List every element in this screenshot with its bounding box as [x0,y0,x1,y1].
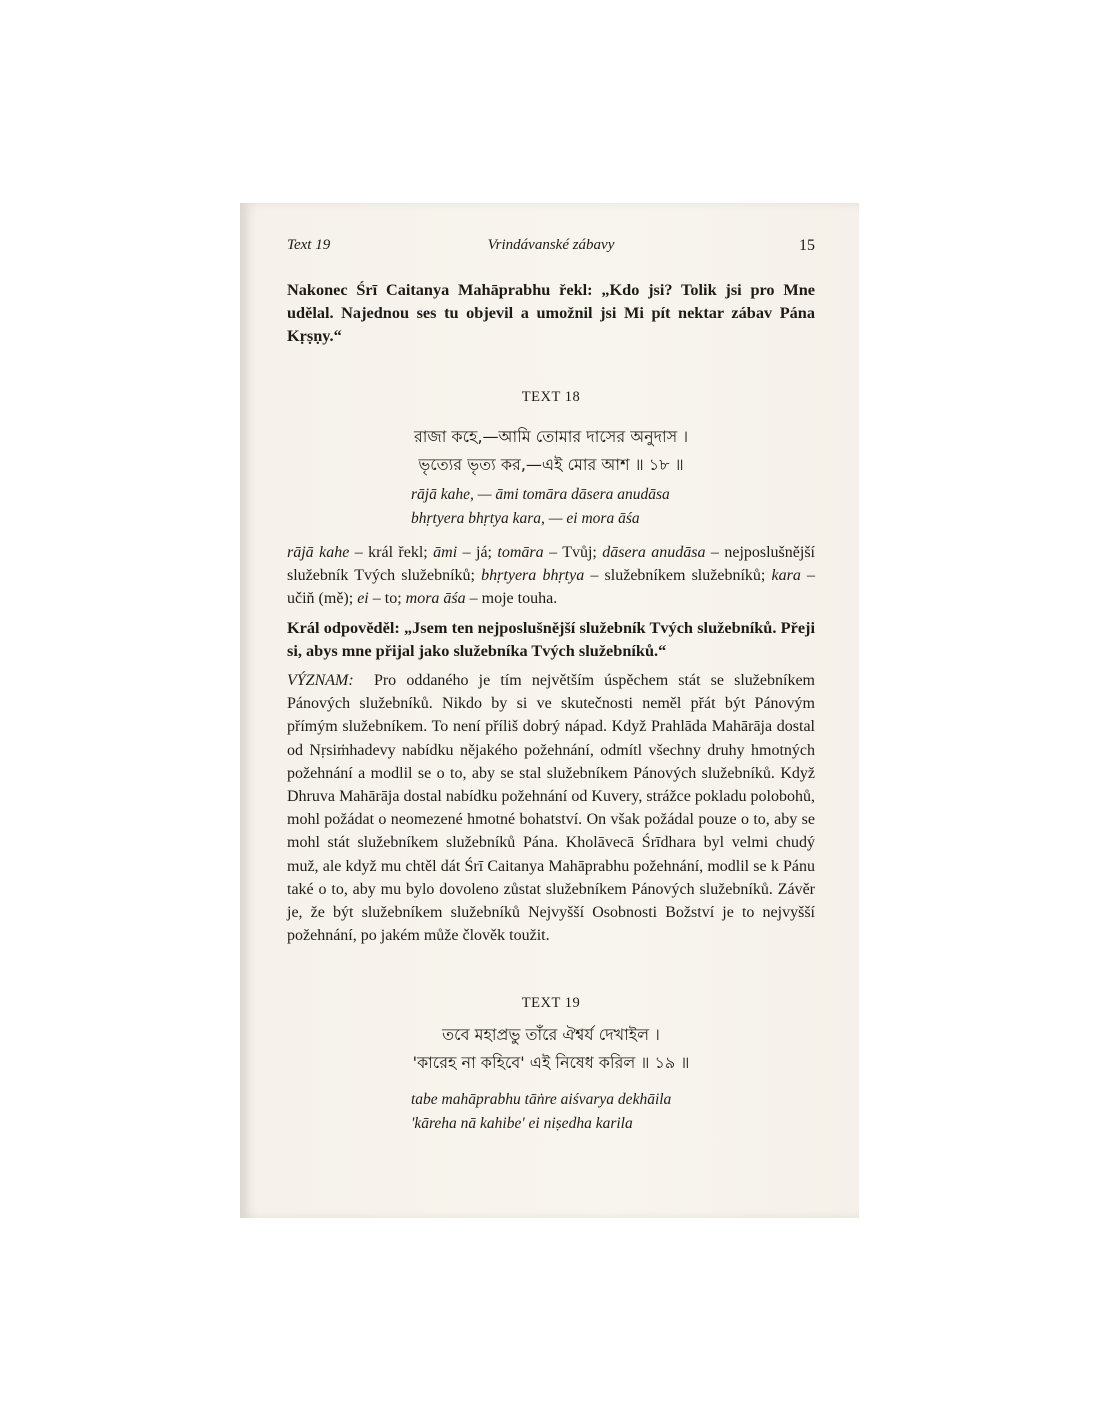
synonym-word: rājā kahe [287,544,350,561]
text19-transliteration [411,1088,831,1136]
header-chapter-title: Vrindávanské zábavy [487,237,615,253]
synonym-word: āmi [433,544,458,561]
running-header [287,237,815,261]
header-text-ref: Text 19 [287,237,331,253]
synonym-meaning: – já; [457,544,498,561]
bengali-line: তবে মহাপ্রভু তাঁরে ঐশ্বর্য দেখাইল । [442,1025,660,1044]
text18-heading: TEXT 18 [521,389,581,405]
transliteration-line: tabe mahāprabhu tāṅre aiśvarya dekhāila [411,1091,672,1108]
synonym-meaning: – Tvůj; [543,544,603,561]
intro-translation: Nakonec Śrī Caitanya Mahāprabhu řekl: „Kdo jsi? Tolik jsi pro Mne udělal. Najednou ses tu objevil a umožnil jsi Mi pít nektar zábav Pána Kṛṣṇy.“ [287,280,815,345]
synonym-word: ei [357,590,369,608]
synonym-meaning: – to; [368,590,406,608]
synonym-word: mora āśa [405,590,466,608]
purport-label: VÝZNAM: [287,672,354,689]
bengali-line: ভৃত্যের ভৃত্য কর,—এই মোর আশ ॥ ১৮ ॥ [418,455,684,474]
text19-heading: TEXT 19 [521,995,581,1011]
text18-bengali-verse [287,423,815,479]
transliteration-line: rājā kahe, — āmi tomāra dāsera anudāsa [411,486,670,503]
synonym-word: tomāra [497,544,544,561]
text18-transliteration [411,483,831,531]
bengali-line: 'কারেহ না কহিবে' এই নিষেধ করিল ॥ ১৯ ॥ [412,1053,690,1072]
synonym-meaning: – moje touha. [465,590,558,608]
synonym-word: kara [771,567,801,585]
text19-bengali-verse [287,1021,815,1077]
purport [287,669,815,947]
page-number: 15 [799,237,815,254]
transliteration-line: bhṛtyera bhṛtya kara, — ei mora āśa [411,510,640,527]
bengali-line: রাজা কহে,—আমি তোমার দাসের অনুদাস । [413,427,689,446]
purport-text: Pro oddaného je tím největším úspěchem stát se služebníkem Pánových služebníků. Nikdo by si ve skutečnosti neměl přát být Pánovým přímým služebníkem. To není příliš dobrý nápad. Když Prahlāda Mahārāja dostal od Nṛsiṁhadevy nabídku nějakého požehnání, odmítl všechny druhy hmotných požehnání a modlil se o to, aby se stal služebníkem Pánových služebníků. Když Dhruva Mahārāja dostal nabídku požehnání od Kuvery, strážce pokladu polobohů, mohl požádat o neomezené hmotné bohatství. On však požádal pouze o to, aby se mohl stát služebníkem služebníků Pána. Kholāvecā Śrīdhara byl velmi chudý muž, ale když mu chtěl dát Śrī Caitanya Mahāprabhu požehnání, modlil se k Pánu také o to, aby mu bylo dovoleno zůstat služebníkem Pánových služebníků. Závěr je, že být služebníkem služebníků Nejvyšší Osobnosti Božství je to nejvyšší požehnání, po jakém může člověk toužit. [287,672,815,945]
book-page [240,203,859,1218]
synonym-word: dāsera anudāsa [602,544,706,561]
synonym-word: bhṛtyera bhṛtya [481,567,585,585]
text18-translation: Král odpověděl: „Jsem ten nejposlušnější služebník Tvých služebníků. Přeji si, abys mne přijal jako služebníka Tvých služebníků.“ [287,618,815,660]
synonym-meaning: – služebníkem služebníků; [584,567,772,585]
synonym-meaning: – nejposlušnější služebník Tvých služebníků; [287,544,816,585]
synonym-meaning: – král řekl; [349,544,434,561]
transliteration-line: 'kāreha nā kahibe' ei niṣedha karila [411,1115,633,1132]
text18-synonyms [287,541,815,611]
synonym-meaning: – učiň (mě); [287,567,816,608]
